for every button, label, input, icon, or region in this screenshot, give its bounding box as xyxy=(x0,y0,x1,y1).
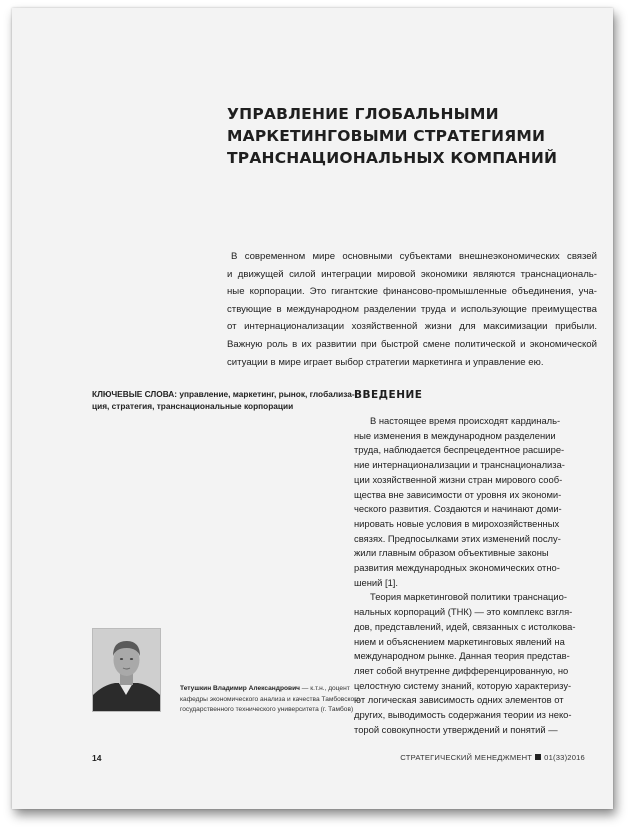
body-line: других, выводимость содержания теории из неко- xyxy=(354,709,572,721)
article-title xyxy=(227,103,587,169)
abstract-line: от интернационализации хозяйственной жизни для максимизации прибыли. xyxy=(227,321,597,333)
section-heading: ВВЕДЕНИЕ xyxy=(354,389,423,401)
keywords-label: КЛЮЧЕВЫЕ СЛОВА: xyxy=(92,389,178,399)
article-title-line: УПРАВЛЕНИЕ ГЛОБАЛЬНЫМИ xyxy=(227,105,499,123)
journal-footer xyxy=(400,753,585,762)
body-line: ческого развития. Создаются и начинают доми- xyxy=(354,503,562,515)
article-title-line: МАРКЕТИНГОВЫМИ СТРАТЕГИЯМИ xyxy=(227,127,546,145)
keywords-line xyxy=(92,389,355,401)
author-portrait-image xyxy=(93,629,160,711)
body-line: ции хозяйственной жизни стран мирового сооб- xyxy=(354,473,563,485)
keywords-line xyxy=(92,401,337,413)
journal-issue: 01(33)2016 xyxy=(544,753,585,762)
body-line: ляет собой внутренне дифференцированную, но xyxy=(354,664,569,676)
body-line: связях. Предпосылками этих изменений послу- xyxy=(354,532,561,544)
abstract-line: ситуации в мире играет выбор стратегии маркетинга и управление ею. xyxy=(227,356,544,368)
body-line: шений [1]. xyxy=(354,576,399,588)
journal-page xyxy=(12,8,613,809)
author-caption-line: государственного технического университета (г. Тамбов) xyxy=(180,706,354,714)
author-caption-line xyxy=(180,684,350,695)
abstract-line: ные корпорации. Это гигантские финансово-промышленные объединения, уча- xyxy=(227,286,597,298)
body-line: жили главным образом объективные законы xyxy=(354,547,549,559)
author-degree: — к.т.н., доцент xyxy=(299,685,350,692)
body-line: торой совокупности утверждений и понятий — xyxy=(354,723,558,735)
body-line: щества вне зависимости от уровня их экономи- xyxy=(354,488,562,500)
author-caption xyxy=(180,684,361,716)
author-name: Тетушкин Владимир Александрович xyxy=(180,685,300,692)
keywords-block xyxy=(92,389,355,412)
body-line: ние интернационализации и транснационализа- xyxy=(354,459,565,471)
square-separator-icon xyxy=(535,754,541,760)
author-photo xyxy=(92,628,161,712)
body-line: развития международных экономических отно- xyxy=(354,562,560,574)
body-line: дов, представлений, идей, связанных с истолкова- xyxy=(354,620,576,632)
body-line: целостную систему знаний, которую характеризу- xyxy=(354,679,572,691)
abstract-line: Важную роль в их развитии при быстрой смене политической и экономической xyxy=(227,338,597,350)
body-line: международном рынке. Данная теория представ- xyxy=(354,650,570,662)
abstract-line: В современном мире основными субъектами внешнеэкономических связей xyxy=(231,251,597,262)
body-line: ные изменения в международном разделении xyxy=(354,429,556,441)
body-line: нальных корпораций (ТНК) — это комплекс взгля- xyxy=(354,606,573,618)
page-number: 14 xyxy=(92,753,102,763)
abstract-line: ствующие в международном разделении труда и использующие преимущества xyxy=(227,303,597,315)
abstract-line: и движущей силой интеграции мировой экономики являются транснациональ- xyxy=(227,268,597,280)
keywords-text: управление, маркетинг, рынок, глобализа- xyxy=(177,389,355,399)
author-caption-line: кафедры экономического анализа и качества Тамбовского xyxy=(180,695,361,703)
body-line: Теория маркетинговой политики транснацио- xyxy=(370,591,567,603)
body-line: труда, наблюдается беспрецедентное расшире- xyxy=(354,444,565,456)
article-abstract xyxy=(227,248,597,371)
article-body xyxy=(354,414,599,737)
body-line: нием и объяснением маркетинговых явлений на xyxy=(354,635,565,647)
article-title-line: ТРАНСНАЦИОНАЛЬНЫХ КОМПАНИЙ xyxy=(227,149,558,167)
body-line: нировать новые условия в мирохозяйственных xyxy=(354,517,560,529)
journal-name: СТРАТЕГИЧЕСКИЙ МЕНЕДЖМЕНТ xyxy=(400,753,533,762)
body-line: ют логическая зависимость одних элементов от xyxy=(354,694,564,706)
keywords-text: ция, стратегия, транснациональные корпорации xyxy=(92,400,294,411)
body-line: В настоящее время происходят кардиналь- xyxy=(370,415,561,426)
